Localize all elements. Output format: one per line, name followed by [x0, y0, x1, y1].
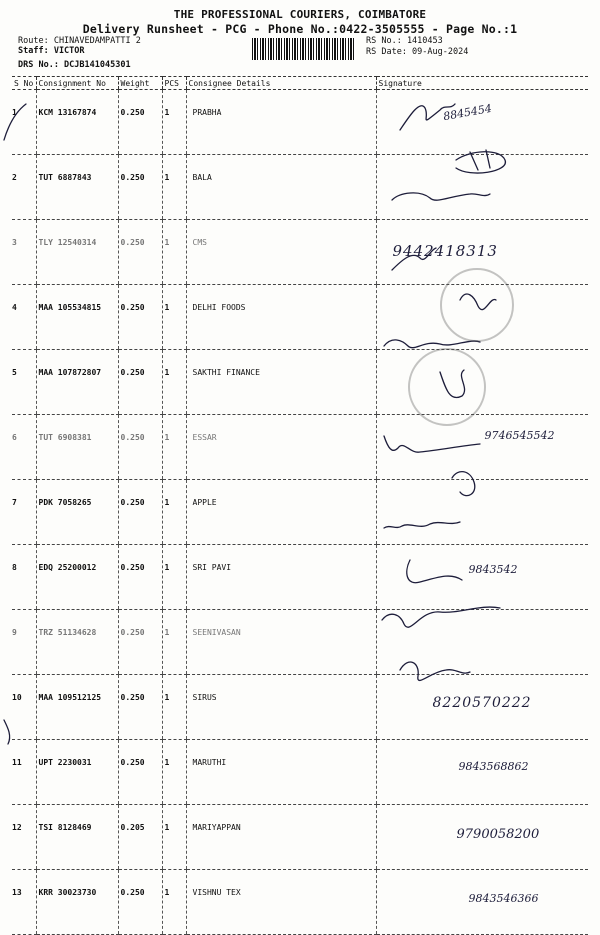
- sno-cell: 13: [12, 870, 36, 935]
- signature-note: 9843546366: [468, 892, 539, 905]
- sno-cell: 11: [12, 740, 36, 805]
- sno-cell: 4: [12, 285, 36, 350]
- sno-cell: 8: [12, 545, 36, 610]
- signature-cell: [376, 870, 588, 935]
- table-row: [12, 415, 588, 480]
- col-consignee: Consignee Details: [186, 77, 376, 90]
- signature-cell: [376, 90, 588, 155]
- weight-cell: 0.250: [118, 480, 162, 545]
- weight-cell: 0.250: [118, 545, 162, 610]
- rs-date: RS Date: 09-Aug-2024: [366, 47, 469, 57]
- route-label: Route: CHINAVEDAMPATTI 2: [18, 36, 141, 46]
- weight-cell: 0.250: [118, 220, 162, 285]
- consignment-cell: EDQ 25200012: [36, 545, 118, 610]
- weight-cell: 0.250: [118, 740, 162, 805]
- table-row: [12, 155, 588, 220]
- weight-cell: 0.205: [118, 805, 162, 870]
- weight-cell: 0.250: [118, 610, 162, 675]
- table-row: [12, 740, 588, 805]
- table-row: [12, 350, 588, 415]
- table-row: [12, 90, 588, 155]
- margin-mark: [4, 720, 10, 744]
- table-row: [12, 870, 588, 935]
- consignment-cell: KRR 30023730: [36, 870, 118, 935]
- signature-note: 9746545542: [484, 429, 555, 442]
- signature-cell: [376, 805, 588, 870]
- signature-note: 9442418313: [392, 242, 498, 260]
- signature-cell: [376, 675, 588, 740]
- signature-note: 9790058200: [456, 827, 540, 842]
- sno-cell: 6: [12, 415, 36, 480]
- consignee-cell: MARUTHI: [186, 740, 376, 805]
- pcs-cell: 1: [162, 675, 186, 740]
- sno-cell: 2: [12, 155, 36, 220]
- weight-cell: 0.250: [118, 350, 162, 415]
- sno-cell: 12: [12, 805, 36, 870]
- col-weight: Weight: [118, 77, 162, 90]
- pcs-cell: 1: [162, 90, 186, 155]
- sno-cell: 1: [12, 90, 36, 155]
- consignee-cell: CMS: [186, 220, 376, 285]
- signature-cell: [376, 415, 588, 480]
- consignment-cell: TRZ 51134628: [36, 610, 118, 675]
- pcs-cell: 1: [162, 545, 186, 610]
- sno-cell: 10: [12, 675, 36, 740]
- consignee-cell: ESSAR: [186, 415, 376, 480]
- consignment-cell: MAA 105534815: [36, 285, 118, 350]
- table-row: [12, 610, 588, 675]
- consignment-cell: TUT 6908381: [36, 415, 118, 480]
- pcs-cell: 1: [162, 610, 186, 675]
- consignee-cell: BALA: [186, 155, 376, 220]
- sno-cell: 9: [12, 610, 36, 675]
- consignee-cell: SIRUS: [186, 675, 376, 740]
- pcs-cell: 1: [162, 480, 186, 545]
- col-consignment: Consignment No: [36, 77, 118, 90]
- rubber-stamp: [440, 268, 514, 342]
- table-row: [12, 545, 588, 610]
- signature-cell: [376, 610, 588, 675]
- pcs-cell: 1: [162, 805, 186, 870]
- signature-cell: [376, 155, 588, 220]
- consignment-cell: MAA 109512125: [36, 675, 118, 740]
- signature-note: 8220570222: [432, 695, 532, 711]
- table-row: [12, 675, 588, 740]
- consignment-cell: KCM 13167874: [36, 90, 118, 155]
- weight-cell: 0.250: [118, 415, 162, 480]
- weight-cell: 0.250: [118, 155, 162, 220]
- pcs-cell: 1: [162, 350, 186, 415]
- col-signature: Signature: [376, 77, 588, 90]
- table-row: [12, 220, 588, 285]
- consignment-cell: TUT 6887843: [36, 155, 118, 220]
- consignee-cell: PRABHA: [186, 90, 376, 155]
- pcs-cell: 1: [162, 155, 186, 220]
- company-title: THE PROFESSIONAL COURIERS, COIMBATORE: [173, 8, 427, 21]
- weight-cell: 0.250: [118, 675, 162, 740]
- pcs-cell: 1: [162, 220, 186, 285]
- col-pcs: PCS: [162, 77, 186, 90]
- runsheet-table: [12, 76, 588, 935]
- consignee-cell: SRI PAVI: [186, 545, 376, 610]
- table-header-row: [12, 77, 588, 90]
- weight-cell: 0.250: [118, 90, 162, 155]
- signature-cell: [376, 740, 588, 805]
- consignment-cell: PDK 7058265: [36, 480, 118, 545]
- signature-cell: [376, 545, 588, 610]
- col-sno: S No: [12, 77, 36, 90]
- table-row: [12, 805, 588, 870]
- consignment-cell: UPT 2230031: [36, 740, 118, 805]
- pcs-cell: 1: [162, 415, 186, 480]
- sno-cell: 5: [12, 350, 36, 415]
- consignee-cell: VISHNU TEX: [186, 870, 376, 935]
- rs-number: RS No.: 1410453: [366, 36, 443, 46]
- pcs-cell: 1: [162, 870, 186, 935]
- weight-cell: 0.250: [118, 285, 162, 350]
- rubber-stamp: [408, 348, 486, 426]
- table-row: [12, 480, 588, 545]
- consignment-cell: MAA 107872807: [36, 350, 118, 415]
- pcs-cell: 1: [162, 740, 186, 805]
- consignee-cell: MARIYAPPAN: [186, 805, 376, 870]
- barcode: [252, 38, 356, 60]
- staff-label: Staff: VICTOR: [18, 46, 85, 56]
- consignee-cell: APPLE: [186, 480, 376, 545]
- consignee-cell: SEENIVASAN: [186, 610, 376, 675]
- signature-note: 8845454: [441, 101, 493, 124]
- runsheet-title: Delivery Runsheet - PCG - Phone No.:0422-3505555 - Page No.:1: [82, 22, 518, 36]
- pcs-cell: 1: [162, 285, 186, 350]
- signature-note: 9843568862: [458, 760, 529, 773]
- consignment-cell: TSI 8128469: [36, 805, 118, 870]
- consignee-cell: DELHI FOODS: [186, 285, 376, 350]
- consignment-cell: TLY 12540314: [36, 220, 118, 285]
- sno-cell: 3: [12, 220, 36, 285]
- consignee-cell: SAKTHI FINANCE: [186, 350, 376, 415]
- drs-number: DRS No.: DCJB141045301: [18, 60, 131, 70]
- weight-cell: 0.250: [118, 870, 162, 935]
- signature-note: 9843542: [468, 563, 518, 576]
- sno-cell: 7: [12, 480, 36, 545]
- signature-cell: [376, 480, 588, 545]
